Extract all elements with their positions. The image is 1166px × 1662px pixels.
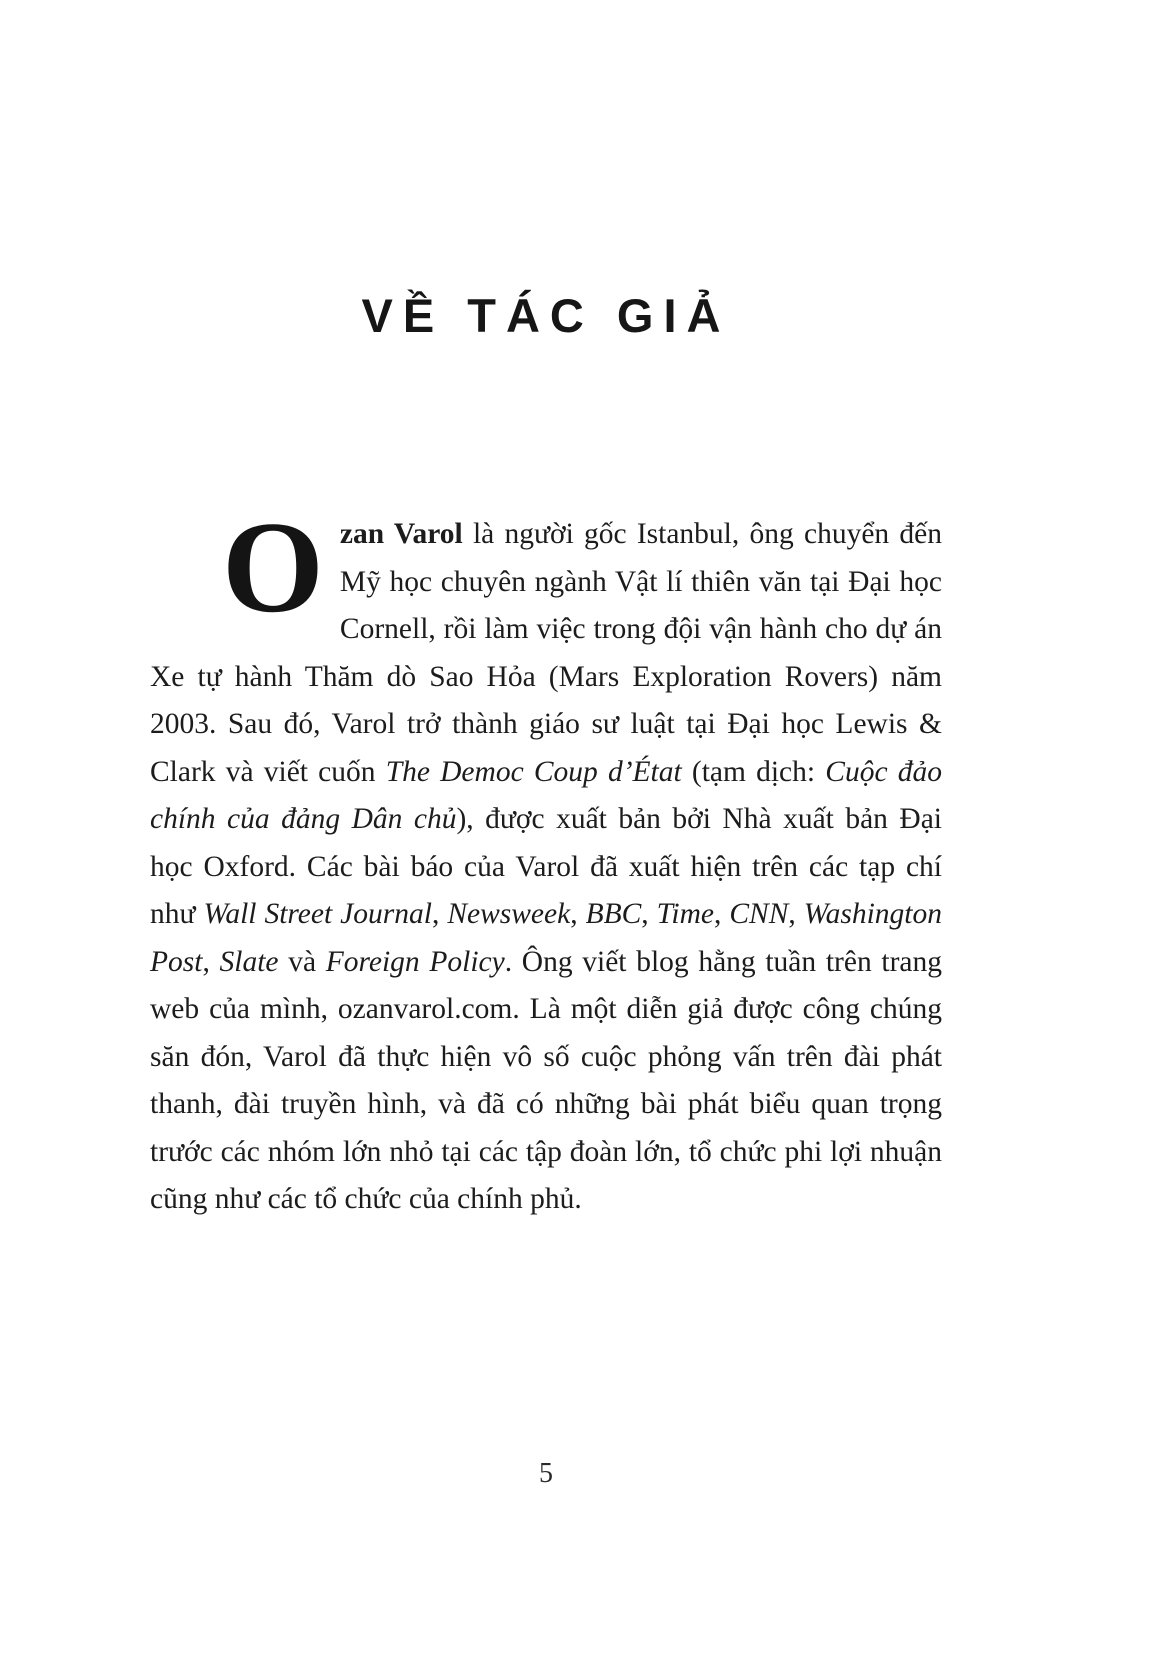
bio-segment: (tạm dịch: (681, 755, 826, 788)
author-bio-paragraph (150, 495, 943, 1224)
bio-segment: Washington Post (150, 898, 943, 978)
page-content (150, 0, 942, 1224)
bio-segment: Time (656, 898, 715, 930)
bio-segment: , (714, 898, 730, 930)
bio-segment: Newsweek (447, 898, 571, 930)
bio-segment: zan Varol (339, 518, 463, 550)
page-number: 5 (539, 1458, 553, 1489)
bio-segment: , (431, 898, 448, 930)
bio-segment: The Democ Coup d’État (385, 755, 682, 788)
bio-segment: , (202, 945, 220, 978)
bio-segment: và (278, 945, 326, 978)
bio-segment: Cuộc đảo chính của đảng Dân chủ (150, 755, 942, 835)
bio-segment: ), được xuất bản bởi Nhà xuất bản Đại học Oxford. Các bài báo của Varol đã xuất hiện trên các tạp chí như (150, 803, 943, 930)
page-title: VỀ TÁC GIẢ (361, 289, 731, 342)
bio-segment: Foreign Policy (325, 945, 505, 978)
bio-segment: là người gốc Istanbul, ông chuyển đến Mỹ học chuyên ngành Vật lí thiên văn tại Đại học Cornell, rồi làm việc trong đội vận hành cho dự án Xe tự hành Thăm dò Sao Hỏa (Mars Exploration Rovers) năm 2003. Sau đó, Varol trở thành giáo sư luật tại Đại học Lewis & Clark và viết cuốn (150, 518, 942, 788)
bio-segment: BBC (585, 898, 642, 930)
bio-segment: , (570, 898, 586, 930)
bio-segment: CNN (729, 898, 789, 930)
drop-cap: O (222, 495, 324, 640)
bio-segment: Wall Street Journal (203, 898, 432, 930)
bio-segment: . Ông viết blog hằng tuần trên trang web của mình, ozanvarol.com. Là một diễn giả được công chúng săn đón, Varol đã thực hiện vô số cuộc phỏng vấn trên đài phát thanh, đài truyền hình, và đã có những bài phát biểu quan trọng trước các nhóm lớn nhỏ tại các tập đoàn lớn, tổ chức phi lợi nhuận cũng như các tổ chức của chính phủ. (150, 945, 942, 1215)
bio-segment: , (641, 898, 657, 930)
bio-segment: Slate (219, 945, 279, 978)
bio-segment: , (788, 898, 804, 930)
